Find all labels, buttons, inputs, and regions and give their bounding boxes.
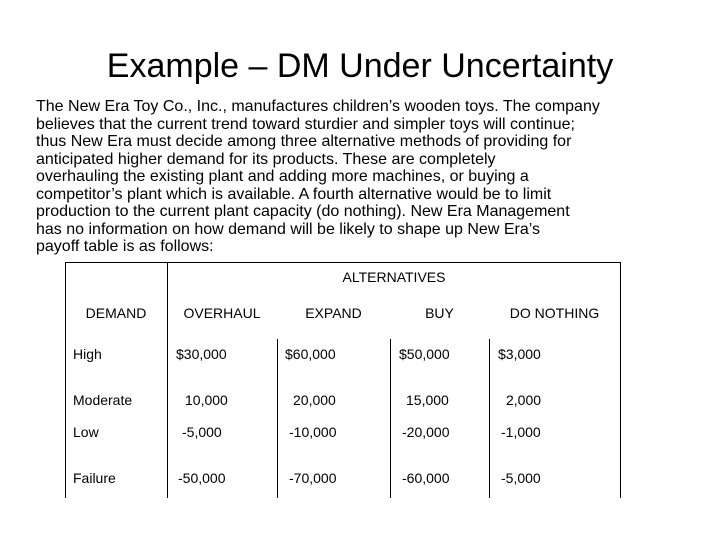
table-cell: -20,000 xyxy=(402,424,450,440)
table-divider-overhaul xyxy=(277,339,278,498)
row-label-moderate: Moderate xyxy=(73,392,133,408)
table-cell: 20,000 xyxy=(293,392,336,408)
table-cell: $60,000 xyxy=(285,346,336,362)
column-header-overhaul: OVERHAUL xyxy=(183,305,261,321)
alternatives-header: ALTERNATIVES xyxy=(342,269,446,285)
table-cell: 15,000 xyxy=(406,392,449,408)
row-label-high: High xyxy=(73,346,102,362)
paragraph-line: thus New Era must decide among three alternative methods of providing for xyxy=(36,133,572,150)
table-divider-buy xyxy=(489,339,490,498)
row-label-failure: Failure xyxy=(73,470,116,486)
problem-description xyxy=(36,98,686,256)
table-cell: 10,000 xyxy=(185,392,228,408)
table-divider-demand xyxy=(167,262,168,498)
column-header-buy: BUY xyxy=(425,305,454,321)
table-cell: -5,000 xyxy=(182,424,222,440)
table-cell: $3,000 xyxy=(498,346,541,362)
slide-title: Example – DM Under Uncertainty xyxy=(106,47,614,85)
demand-header: DEMAND xyxy=(85,305,147,321)
table-cell: -60,000 xyxy=(402,470,450,486)
table-cell: -1,000 xyxy=(501,424,541,440)
table-cell: -50,000 xyxy=(178,470,226,486)
paragraph-line: production to the current plant capacity (do nothing). New Era Management xyxy=(36,203,570,220)
table-divider-expand xyxy=(390,339,391,498)
paragraph-line: anticipated higher demand for its products. These are completely xyxy=(36,150,496,168)
table-top-border xyxy=(65,262,621,263)
table-cell: -10,000 xyxy=(289,424,337,440)
table-cell: $30,000 xyxy=(176,346,227,362)
table-left-border xyxy=(65,262,66,498)
column-header-expand: EXPAND xyxy=(305,305,362,321)
row-label-low: Low xyxy=(73,424,99,440)
table-cell: -5,000 xyxy=(501,470,541,486)
table-cell: $50,000 xyxy=(399,346,450,362)
table-cell: 2,000 xyxy=(506,392,542,408)
paragraph-line: overhauling the existing plant and adding more machines, or buying a xyxy=(36,168,529,185)
table-cell: -70,000 xyxy=(289,470,337,486)
paragraph-line: competitor’s plant which is available. A fourth alternative would be to limit xyxy=(36,185,552,203)
table-right-border xyxy=(620,262,621,498)
paragraph-line: has no information on how demand will be likely to shape up New Era’s xyxy=(36,220,540,238)
column-header-do-nothing: DO NOTHING xyxy=(509,305,600,321)
paragraph-line: The New Era Toy Co., Inc., manufactures children’s wooden toys. The company xyxy=(36,98,600,115)
paragraph-line: believes that the current trend toward sturdier and simpler toys will continue; xyxy=(36,115,575,133)
paragraph-line: payoff table is as follows: xyxy=(36,238,214,255)
payoff-table xyxy=(65,262,621,498)
